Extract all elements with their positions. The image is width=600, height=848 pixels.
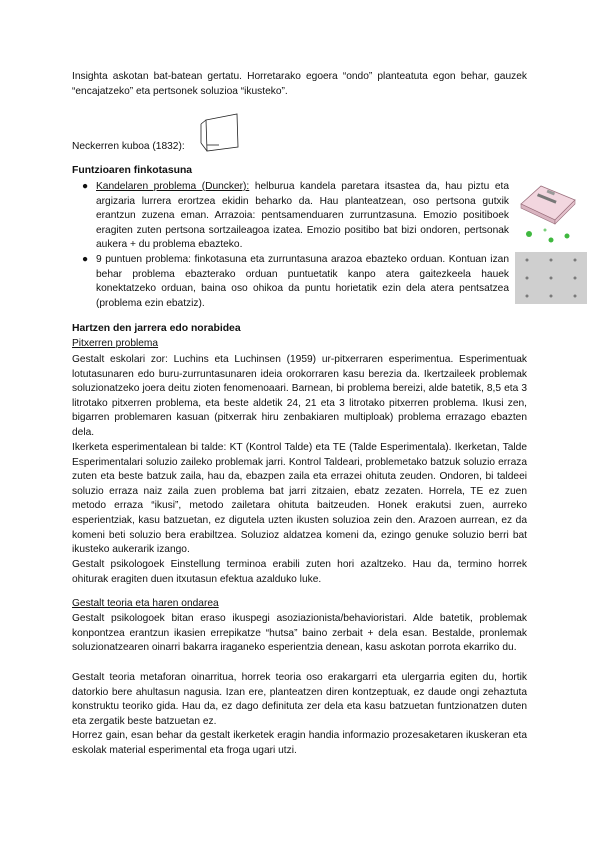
heading-funtzioaren-finkotasuna: Funtzioaren finkotasuna bbox=[72, 165, 193, 176]
necker-caption: Neckerren kuboa (1832): bbox=[72, 141, 185, 152]
pitxer-paragraph-3: Gestalt psikologoek Einstellung terminoa erabili zuten hori azaltzeko. Hau da, termino horrek ohiturak eragiten duen itxutasun efektua azalduko luke. bbox=[72, 559, 527, 585]
pitxer-paragraph-2: Ikerketa esperimentalean bi talde: KT (Kontrol Talde) eta TE (Talde Esperimentala). Ikerketan, Talde Esperimentalari soluzio zaileko problemak jarri. Kontrol Taldeari, problemetako batzuk soluzio erraza zuten eta beste batzuk zaila, hau da, ebazpen zaila eta errazei ohituta zeuden. Ondoren, bi taldeei soluzio erraza naiz zaila zuen problema bat jarri zitzaien, ebatz zezaten. Horrela, TE ez zuen metodo erraza “ikusi”, metodo zailetara ohituta baitzeuden. Honek erakutsi zuen, aurreko esperientziak, kasu batzuetan, ez digutela uzten ikusten soluzioa zein den. Arazoen aurrean, ez da komeni beti soluzio bera erabiltzea. Soluzioz aldatzea komeni da, ezingo genuke soluzio berri bat ikusteko aukerarik izango. bbox=[72, 442, 527, 556]
bullet-text: helburua kandela paretara itsastea da, hau piztu eta argizaria lurrera erortzea ekidin beharko da. Hau planteatzean, oso pertsona gutxik erantzun zuzena eman. Arrazoia: pentsamenduaren zurruntzasuna. Emozio positiboek eragiten zuten pertsona sortzaileagoa izatea. Emozio positibo bat bizi ondoren, pertsonak aukera + du problema ebazteko. bbox=[96, 181, 510, 251]
heading-hartzen-den-jarrera: Hartzen den jarrera edo norabidea bbox=[72, 323, 241, 334]
kandelaren-link[interactable]: Kandelaren problema (Duncker): bbox=[96, 181, 250, 192]
intro-paragraph: Insighta askotan bat-batean gertatu. Horretarako egoera “ondo” planteatuta egon behar, gauzek “encajatzeko” eta pertsonek soluzioa “ikusteko”. bbox=[72, 71, 527, 97]
heading-gestalt-teoria: Gestalt teoria eta haren ondarea bbox=[72, 598, 219, 609]
nine-dots-image bbox=[515, 252, 587, 304]
candle-problem-image bbox=[515, 180, 587, 250]
pitxer-paragraph-1: Gestalt eskolari zor: Luchins eta Luchinsen (1959) ur-pitxerraren esperimentua. Esperimentuak lotutasunaren edo buru-zurruntasunaren ideia orokorraren kasu berezia da. Ikertzaileek problemak soluzionatzeko joera deitu zioten fenomenoaari. Barnean, bi problema bereizi, alde batetik, 8,5 eta 3 litrotako pitxerren problema, eta beste aldetik 24, 21 eta 3 litrotako pitxerren problema. Ikusi zen, bigarren problemaren kasuan (pitxerrak hiru zenbakiaren multiploak) problema errazago ebazten dela. bbox=[72, 354, 527, 438]
gestalt-paragraph-1: Gestalt psikologoek bitan eraso ikuspegi asoziazionista/behavioristari. Alde batetik, problemak konpontzea erantzun ikasien errepikatze “hutsa” baino zerbait + dela esan. Bestalde, pronlemak soluzionatzearen oinarri bakarra iraganeko esperientzia denean, kasu askotan porrota ekarriko du. bbox=[72, 613, 527, 654]
bullet-dot: ● bbox=[82, 253, 89, 265]
funtzio-bullet-list bbox=[82, 180, 509, 311]
necker-cube-figure bbox=[199, 110, 245, 155]
gestalt-paragraph-2: Gestalt teoria metaforan oinarritua, horrek teoria oso erakargarri eta ulergarria egiten du, hortik datorkio bere ahultasun nagusia. Izan ere, planteatzen diren kontzeptuak, ez daude ongi zehaztuta konstruktu teoriko gida. Hau da, ez dago definituta zer dela eta kasu batzuetan funtzionatzen duten eta zergatik beste batzuetan ez. bbox=[72, 672, 527, 727]
subheading-pitxerren-problema: Pitxerren problema bbox=[72, 338, 159, 349]
bullet-kandelaren-problema bbox=[82, 180, 509, 253]
bullet-9-puntuen-problema bbox=[82, 253, 509, 311]
gestalt-paragraph-3: Horrez gain, esan behar da gestalt ikerketek eragin handia informazio prozesaketaren ikuskeran eta eskolak material esperimental eta froga ugari utzi. bbox=[72, 730, 527, 756]
bullet-dot: ● bbox=[82, 181, 89, 192]
bullet-text: 9 puntuen problema: finkotasuna eta zurruntasuna arazoa ebazteko orduan. Kontuan izan behar problema ebazterako orduan puntuetatik kanpo atera gaitezkeela hauek konektatzeko orduan, baina oso ohikoa da puntu horietatik ezin dela atera pentsatzea (problema ezin ebatziz). bbox=[96, 253, 509, 309]
